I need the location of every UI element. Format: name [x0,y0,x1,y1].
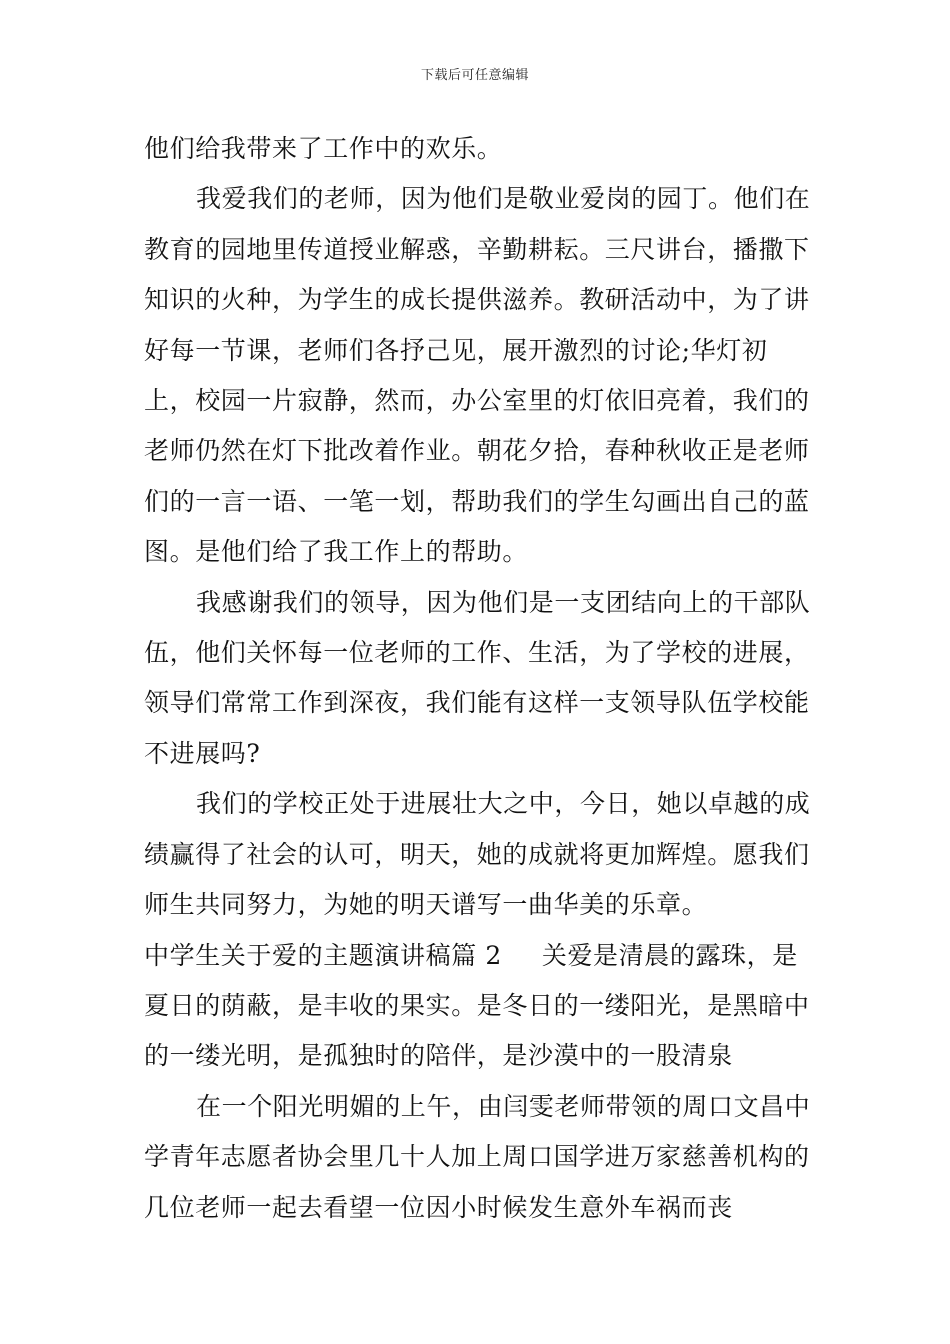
section-title: 中学生关于爱的主题演讲稿篇 2 [144,940,502,970]
paragraph-volunteer-visit: 在一个阳光明媚的上午，由闫雯老师带领的周口文昌中学青年志愿者协会里几十人加上周口国学进万家慈善机构的几位老师一起去看望一位因小时候发生意外车祸而丧 [144,1091,811,1222]
section-lead: 关爱是清晨的露珠，是夏日的荫蔽，是丰收的果实。是冬日的一缕阳光，是黑暗中的一缕光明，是孤独时的陪伴，是沙漠中的一股清泉 [144,940,810,1071]
paragraph-leaders: 我感谢我们的领导，因为他们是一支团结向上的干部队伍，他们关怀每一位老师的工作、生活，为了学校的进展，领导们常常工作到深夜，我们能有这样一支领导队伍学校能不进展吗? [144,587,811,768]
page-header: 下载后可任意编辑 [420,68,529,83]
paragraph-continuation: 他们给我带来了工作中的欢乐。 [144,134,503,163]
paragraph-teachers: 我爱我们的老师，因为他们是敬业爱岗的园丁。他们在教育的园地里传道授业解惑，辛勤耕耘。三尺讲台，播撒下知识的火种，为学生的成长提供滋养。教研活动中，为了讲好每一节课，老师们各抒己见，展开激烈的讨论;华灯初上，校园一片寂静，然而，办公室里的灯依旧亮着，我们的老师仍然在灯下批改着作业。朝花夕拾，春种秋收正是老师们的一言一语、一笔一划，帮助我们的学生勾画出自己的蓝图。是他们给了我工作上的帮助。 [144,184,811,567]
section-heading-paragraph [144,931,814,1082]
paragraph-school: 我们的学校正处于进展壮大之中，今日，她以卓越的成绩赢得了社会的认可，明天，她的成就将更加辉煌。愿我们师生共同努力，为她的明天谱写一曲华美的乐章。 [144,789,811,920]
document-body [144,124,814,1233]
